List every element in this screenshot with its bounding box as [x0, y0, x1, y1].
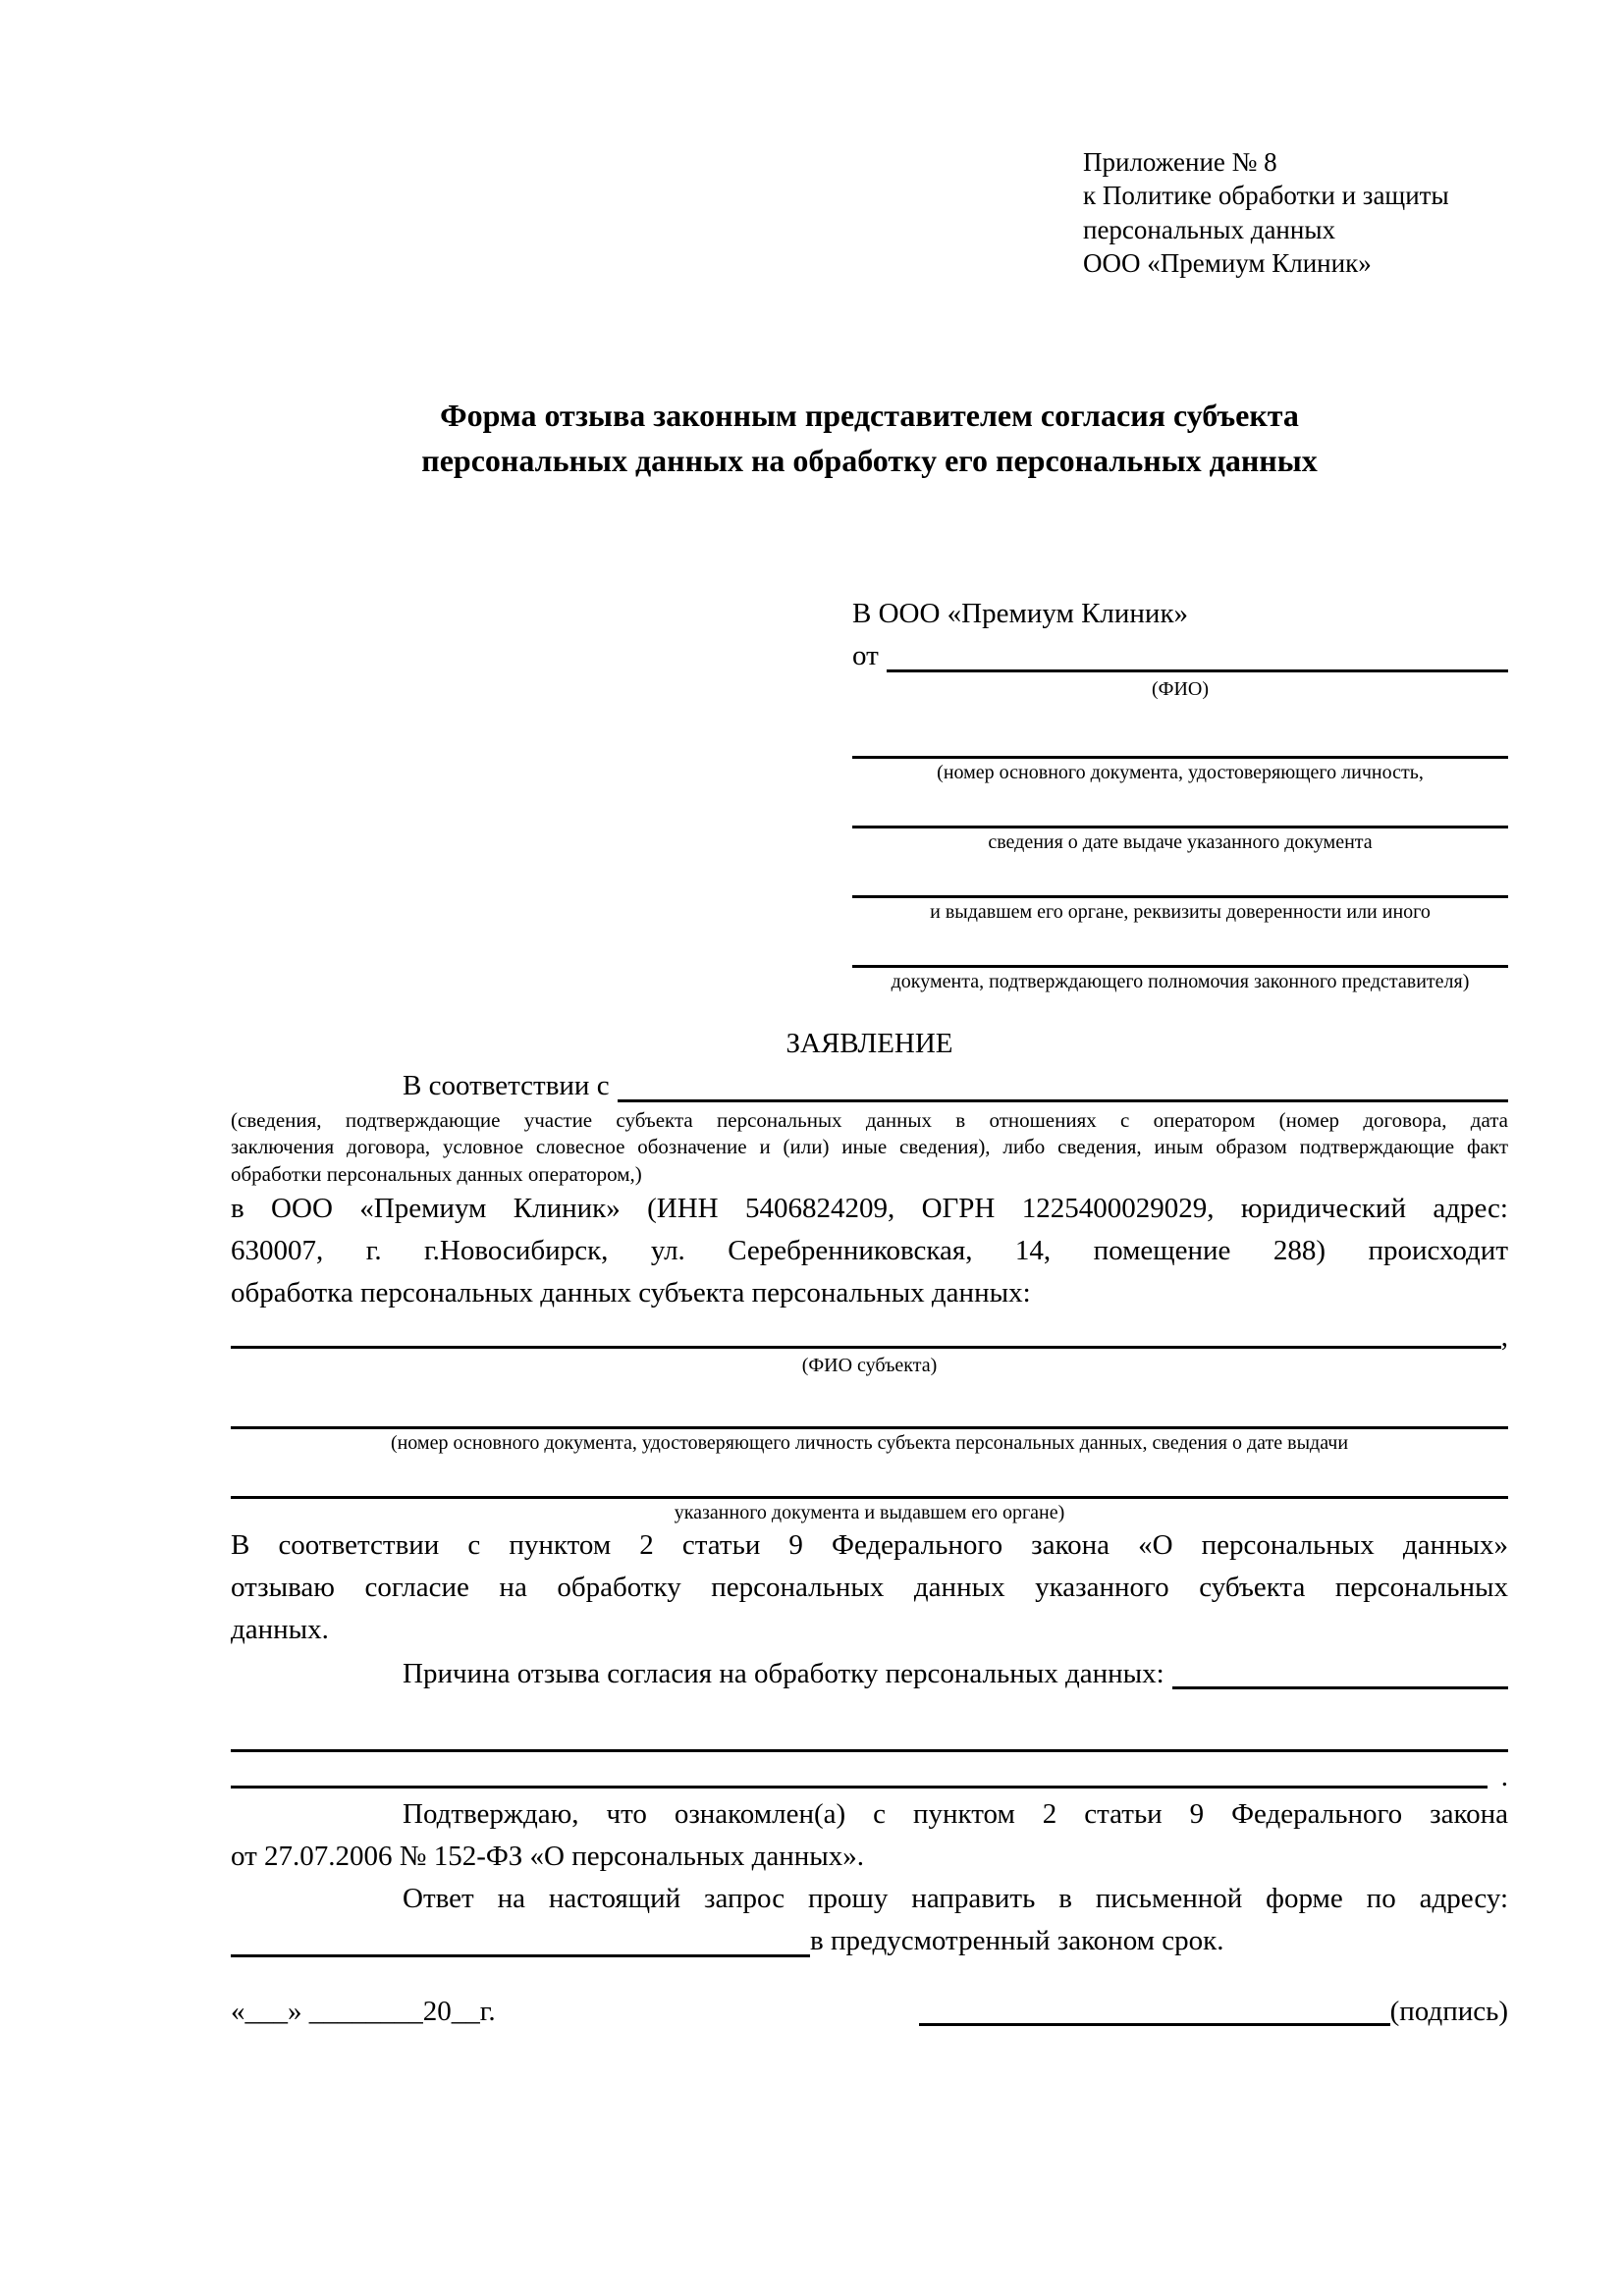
fio-blank-line [887, 635, 1508, 672]
intro-caption [231, 1107, 1508, 1189]
doc-blank-pair [852, 798, 1508, 854]
confirm-paragraph [231, 1793, 1508, 1878]
addressee-to: В ООО «Премиум Клиник» [852, 598, 1189, 629]
blank-line [852, 868, 1508, 898]
blank-line [231, 1399, 1508, 1429]
withdraw-paragraph-line: данных. [231, 1613, 329, 1645]
statement-heading: ЗАЯВЛЕНИЕ [785, 1027, 953, 1059]
from-row [852, 635, 1508, 677]
blank-line [231, 1716, 1508, 1752]
reply-address-blank-line [231, 1920, 810, 1957]
operator-paragraph-line: в ООО «Премиум Клиник» (ИНН 5406824209, ОГРН 1225400029029, юридический адрес: [231, 1193, 1508, 1225]
reason-blank-line [1172, 1653, 1508, 1690]
appendix-line: Приложение № 8 [1083, 147, 1277, 177]
form-title [231, 394, 1508, 483]
subject-fio-caption: (ФИО субъекта) [801, 1354, 938, 1376]
confirm-paragraph-line: от 27.07.2006 № 152-ФЗ «О персональных данных». [231, 1841, 865, 1873]
reason-row [231, 1653, 1508, 1695]
intro-blank-line [618, 1065, 1508, 1102]
intro-caption-line: заключения договора, условное словесное обозначение и (или) иные сведения), либо сведения, иным образом подтверждающие факт [231, 1135, 1508, 1159]
subject-fio-row [231, 1316, 1508, 1354]
reply-address-row [231, 1920, 1508, 1962]
intro-label: В соответствии с [403, 1069, 610, 1101]
intro-caption-line: обработки персональных данных оператором,) [231, 1161, 642, 1186]
subject-doc-caption: указанного документа и выдавшем его органе) [674, 1501, 1065, 1523]
doc-blank-pair [852, 868, 1508, 924]
blank-line [852, 728, 1508, 759]
reply-label: Ответ на настоящий запрос прошу направить в письменной форме по адресу: [403, 1883, 1508, 1915]
doc-blank-pair [852, 937, 1508, 993]
appendix-reference [1083, 145, 1508, 280]
blank-line [231, 1752, 1488, 1789]
blank-line-caption: (номер основного документа, удостоверяющего личность, [937, 761, 1424, 783]
signature-caption: (подпись) [1389, 1996, 1508, 2027]
blank-line-caption: документа, подтверждающего полномочия законного представителя) [891, 970, 1470, 992]
trailing-comma: , [1500, 1320, 1508, 1353]
blank-line-caption: сведения о дате выдаче указанного документа [988, 830, 1373, 853]
reply-suffix: в предусмотренный законом срок. [810, 1925, 1224, 1957]
subject-fio-blank-line [231, 1316, 1501, 1349]
blank-line-row [231, 1752, 1508, 1793]
blank-line [231, 1468, 1508, 1499]
operator-paragraph-line: 630007, г. г.Новосибирск, ул. Серебренниковская, 14, помещение 288) происходит [231, 1235, 1508, 1267]
doc-blank-pair [852, 728, 1508, 784]
footer [231, 1991, 1508, 2033]
form-title-line: Форма отзыва законным представителем согласия субъекта [440, 398, 1299, 434]
appendix-line: ООО «Премиум Клиник» [1083, 247, 1372, 278]
fio-caption: (ФИО) [1151, 677, 1209, 700]
withdraw-paragraph-line: В соответствии с пунктом 2 статьи 9 Федерального закона «О персональных данных» [231, 1528, 1508, 1561]
appendix-line: персональных данных [1083, 214, 1335, 244]
operator-paragraph [231, 1188, 1508, 1314]
subject-doc-caption: (номер основного документа, удостоверяющего личность субъекта персональных данных, сведения о дате выдачи [390, 1431, 1349, 1454]
reason-blank-block [231, 1716, 1508, 1793]
form-title-line: персональных данных на обработку его персональных данных [421, 442, 1318, 478]
signature-blank-line [919, 2023, 1390, 2026]
signature-group [919, 1991, 1508, 2033]
reason-label: Причина отзыва согласия на обработку персональных данных: [403, 1657, 1164, 1689]
intro-caption-line: (сведения, подтверждающие участие субъекта персональных данных в отношениях с оператором (номер договора, дата [231, 1107, 1508, 1132]
appendix-line: к Политике обработки и защиты [1083, 181, 1449, 211]
blank-line [852, 798, 1508, 828]
withdraw-paragraph [231, 1524, 1508, 1651]
from-label: от [852, 639, 879, 671]
confirm-paragraph-line: Подтверждаю, что ознакомлен(а) с пунктом 2 статьи 9 Федерального закона [403, 1798, 1508, 1831]
trailing-period: . [1500, 1761, 1508, 1793]
addressee-block [852, 593, 1508, 993]
operator-paragraph-line: обработка персональных данных субъекта персональных данных: [231, 1276, 1031, 1308]
date-template: «___» ________20__г. [231, 1996, 496, 2027]
intro-row [231, 1065, 1508, 1107]
blank-line-caption: и выдавшем его органе, реквизиты доверенности или иного [930, 900, 1431, 923]
blank-line [852, 937, 1508, 968]
subject-doc-pair [231, 1468, 1508, 1524]
withdraw-paragraph-line: отзываю согласие на обработку персональных данных указанного субъекта персональных [231, 1571, 1508, 1603]
subject-doc-pair [231, 1399, 1508, 1455]
